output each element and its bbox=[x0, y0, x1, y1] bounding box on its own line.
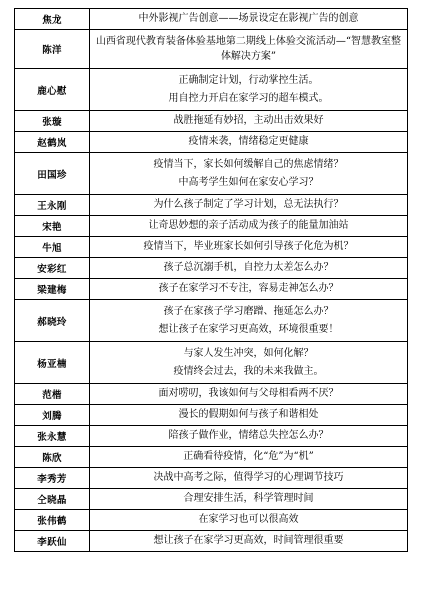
topic-title: 陪孩子做作业，情绪总失控怎么办？ bbox=[168, 430, 329, 441]
topic-title: 与家人发生冲突，如何化解？ bbox=[183, 347, 314, 359]
topic-cell bbox=[90, 405, 408, 426]
table-row bbox=[15, 237, 408, 258]
speaker-name: 梁建梅 bbox=[15, 279, 90, 300]
table-row bbox=[15, 489, 408, 510]
topic-cell bbox=[90, 216, 408, 237]
topic-cell bbox=[90, 342, 408, 384]
speaker-name: 范楷 bbox=[15, 384, 90, 405]
speaker-name: 张永慧 bbox=[15, 426, 90, 447]
topic-cell bbox=[90, 30, 408, 69]
topic-cell bbox=[90, 510, 408, 531]
topic-title: 让奇思妙想的亲子活动成为孩子的能量加油站 bbox=[148, 220, 349, 231]
speaker-name: 李秀芳 bbox=[15, 468, 90, 489]
table-row bbox=[15, 132, 408, 153]
table-row bbox=[15, 468, 408, 489]
topic-title: 正确看待疫情，化“危”为“机” bbox=[183, 451, 314, 462]
topic-cell bbox=[90, 153, 408, 195]
topic-title: 疫情来袭，情绪稳定更健康 bbox=[188, 136, 309, 147]
speaker-name: 王永刚 bbox=[15, 195, 90, 216]
speaker-name: 焦龙 bbox=[15, 9, 90, 30]
table-row bbox=[15, 69, 408, 111]
topic-title: 山西省现代教育装备体验基地第二期线上体验交流活动—“智慧教室整体解决方案” bbox=[95, 36, 402, 62]
topic-cell bbox=[90, 258, 408, 279]
speaker-name: 杨亚楠 bbox=[15, 342, 90, 384]
table-row bbox=[15, 342, 408, 384]
table-row bbox=[15, 195, 408, 216]
speaker-name: 宋艳 bbox=[15, 216, 90, 237]
speaker-name: 安彩红 bbox=[15, 258, 90, 279]
topic-cell bbox=[90, 132, 408, 153]
table-row bbox=[15, 216, 408, 237]
speaker-name: 张伟鹤 bbox=[15, 510, 90, 531]
topic-cell bbox=[90, 384, 408, 405]
topic-title: 正确制定计划，行动掌控生活。 bbox=[178, 74, 319, 86]
topic-cell bbox=[90, 69, 408, 111]
table-row bbox=[15, 111, 408, 132]
table-row bbox=[15, 9, 408, 30]
topic-cell bbox=[90, 489, 408, 510]
table-row bbox=[15, 384, 408, 405]
speaker-name: 鹿心慰 bbox=[15, 69, 90, 111]
table-body bbox=[15, 9, 408, 552]
topic-title: 想让孩子在家学习更高效，环境很重要！ bbox=[158, 323, 339, 335]
topic-cell bbox=[90, 279, 408, 300]
table-row bbox=[15, 531, 408, 552]
topic-title: 决战中高考之际，值得学习的心理调节技巧 bbox=[153, 472, 344, 483]
topic-title: 中外影视广告创意——场景设定在影视广告的创意 bbox=[138, 13, 359, 24]
topic-title: 疫情当下，家长如何缓解自己的焦虑情绪？ bbox=[153, 158, 344, 170]
topic-title: 疫情当下，毕业班家长如何引导孩子化危为机？ bbox=[143, 241, 354, 252]
topic-title: 为什么孩子制定了学习计划，总无法执行？ bbox=[153, 199, 344, 210]
topic-title: 漫长的假期如何与孩子和谐相处 bbox=[178, 409, 319, 420]
speaker-name: 陈欣 bbox=[15, 447, 90, 468]
table-row bbox=[15, 300, 408, 342]
topic-cell bbox=[90, 300, 408, 342]
speaker-name: 陈洋 bbox=[15, 30, 90, 69]
table-row bbox=[15, 447, 408, 468]
topic-cell bbox=[90, 237, 408, 258]
topic-cell bbox=[90, 195, 408, 216]
table-row bbox=[15, 258, 408, 279]
topic-title: 孩子总沉溺手机，自控力太差怎么办？ bbox=[163, 262, 334, 273]
speaker-name: 牛旭 bbox=[15, 237, 90, 258]
speaker-name: 张璇 bbox=[15, 111, 90, 132]
topic-cell bbox=[90, 531, 408, 552]
speaker-name: 田国珍 bbox=[15, 153, 90, 195]
topic-cell bbox=[90, 468, 408, 489]
topic-cell bbox=[90, 9, 408, 30]
speaker-topic-table bbox=[14, 8, 408, 552]
topic-title: 中高考学生如何在家安心学习？ bbox=[178, 176, 319, 188]
topic-title: 想让孩子在家学习更高效，时间管理很重要 bbox=[153, 535, 344, 546]
speaker-name: 赵鹤岚 bbox=[15, 132, 90, 153]
speaker-name: 刘腾 bbox=[15, 405, 90, 426]
table-row bbox=[15, 405, 408, 426]
speaker-name: 仝晓晶 bbox=[15, 489, 90, 510]
topic-title: 孩子在家孩子学习磨蹭、拖延怎么办？ bbox=[163, 305, 334, 317]
speaker-name: 郝晓玲 bbox=[15, 300, 90, 342]
speaker-name: 李跃仙 bbox=[15, 531, 90, 552]
table-row bbox=[15, 510, 408, 531]
topic-title: 用自控力开启在家学习的超车模式。 bbox=[168, 92, 329, 104]
topic-title: 面对唠叨，我该如何与父母相看两不厌？ bbox=[158, 388, 339, 399]
table-row bbox=[15, 153, 408, 195]
topic-cell bbox=[90, 111, 408, 132]
table-row bbox=[15, 30, 408, 69]
topic-title: 合理安排生活，科学管理时间 bbox=[183, 493, 314, 504]
table-row bbox=[15, 279, 408, 300]
topic-title: 战胜拖延有妙招，主动出击效果好 bbox=[173, 115, 324, 126]
topic-title: 孩子在家学习不专注，容易走神怎么办？ bbox=[158, 283, 339, 294]
topic-cell bbox=[90, 426, 408, 447]
topic-title: 疫情终会过去，我的未来我做主。 bbox=[173, 365, 324, 377]
table-row bbox=[15, 426, 408, 447]
topic-cell bbox=[90, 447, 408, 468]
topic-title: 在家学习也可以很高效 bbox=[198, 514, 299, 525]
